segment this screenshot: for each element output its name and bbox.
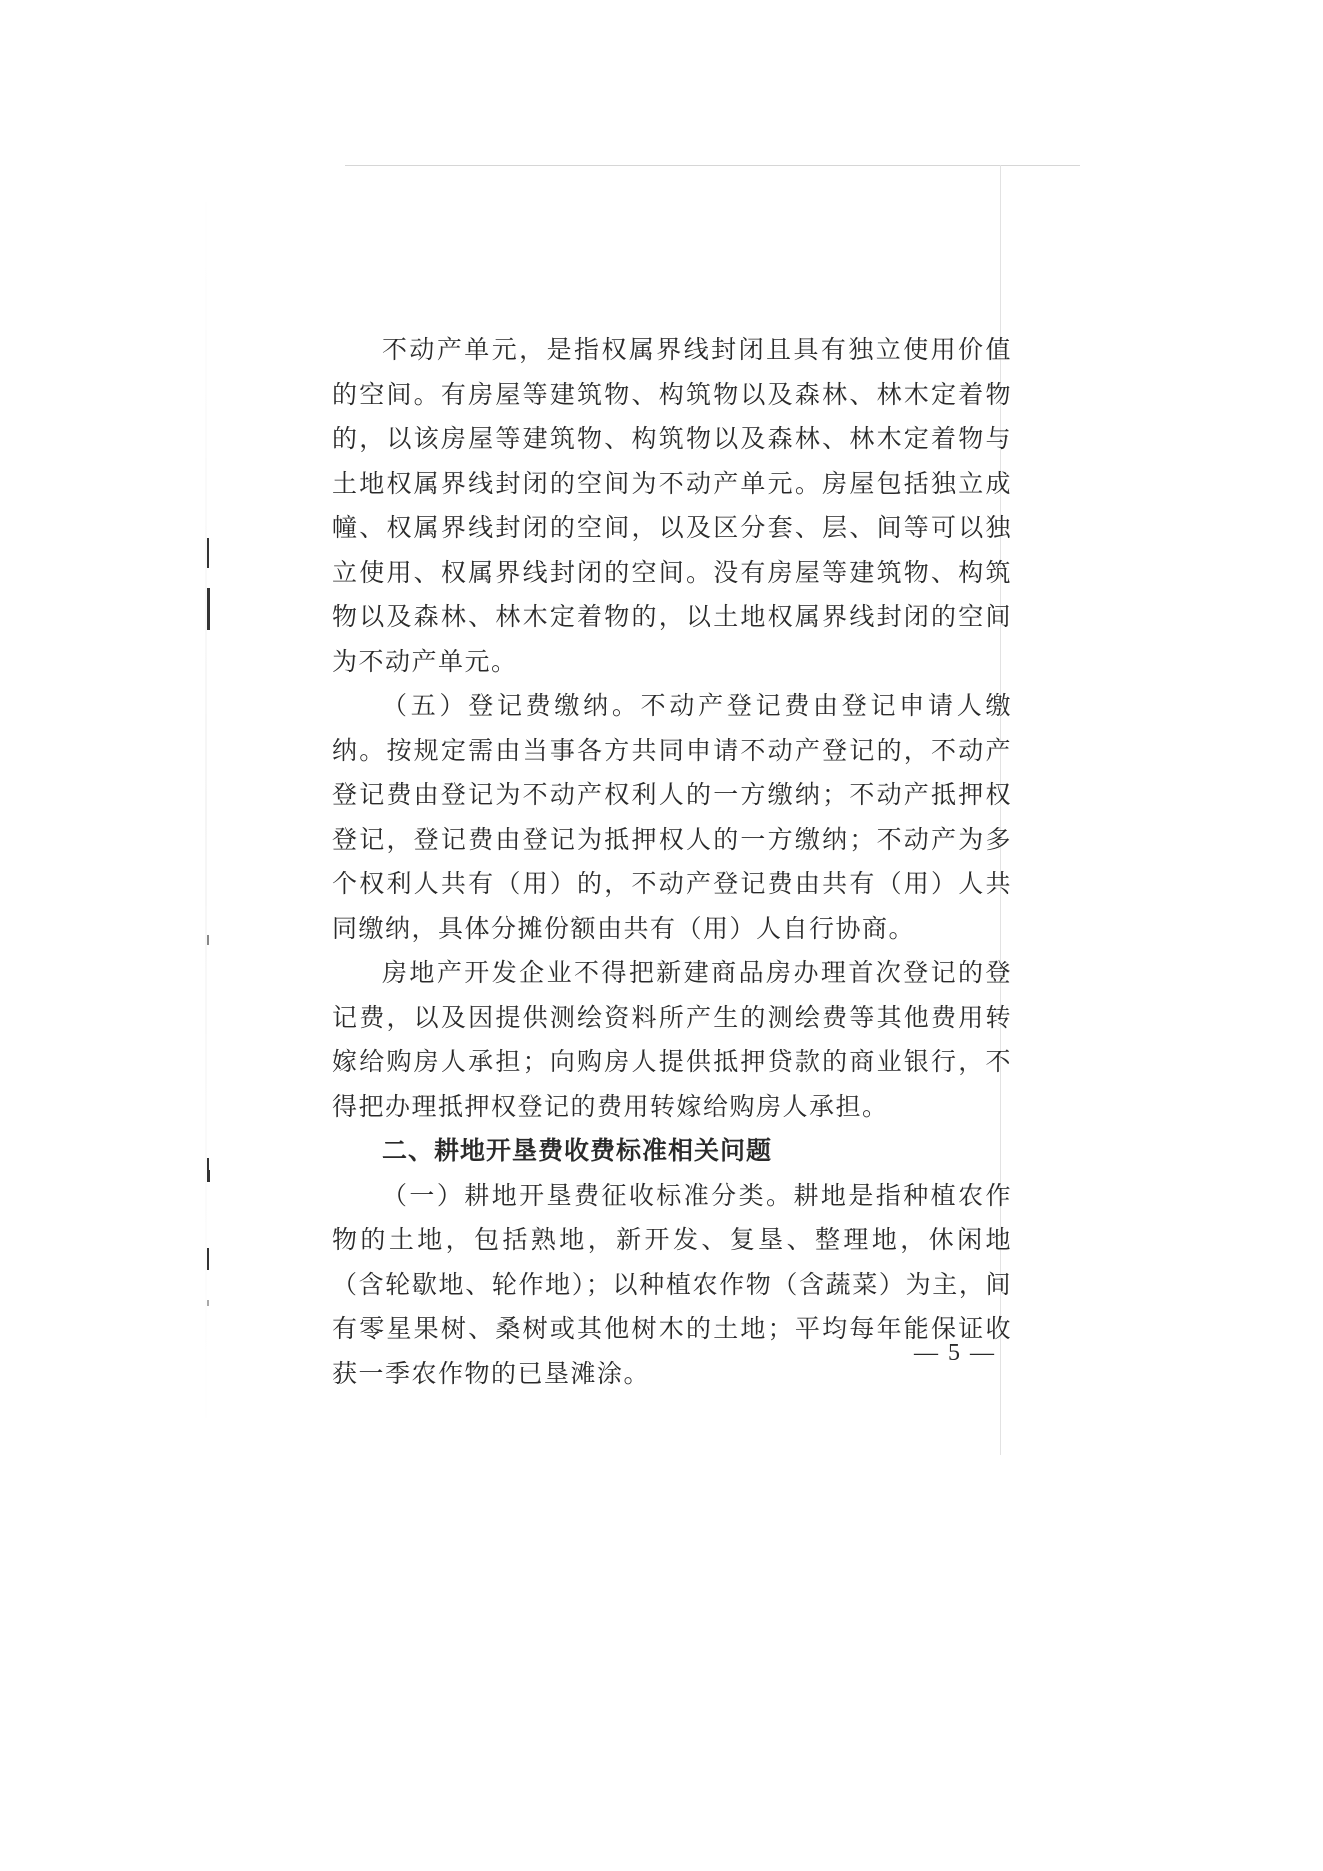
scan-top-edge — [345, 165, 1080, 166]
binding-mark — [207, 538, 209, 568]
binding-mark — [207, 1300, 209, 1306]
section-heading-farmland-fee: 二、耕地开垦费收费标准相关问题 — [382, 1136, 773, 1165]
page-number: — 5 — — [914, 1340, 996, 1366]
binding-mark — [207, 935, 209, 945]
paragraph-farmland-classification: （一）耕地开垦费征收标准分类。耕地是指种植农作物的土地，包括熟地，新开发、复垦、整理地，休闲地（含轮歇地、轮作地）；以种植农作物（含蔬菜）为主，间有零星果树、桑树或其他树木的土地；平均每年能保证收获一季农作物的已垦滩涂。 — [332, 1180, 1012, 1388]
paragraph-developer-restrictions: 房地产开发企业不得把新建商品房办理首次登记的登记费，以及因提供测绘资料所产生的测绘费等其他费用转嫁给购房人承担；向购房人提供抵押贷款的商业银行，不得把办理抵押权登记的费用转嫁给购房人承担。 — [332, 958, 1012, 1121]
binding-mark — [207, 1248, 209, 1270]
binding-mark — [207, 1170, 210, 1182]
paragraph-registration-fee-payment: （五）登记费缴纳。不动产登记费由登记申请人缴纳。按规定需由当事各方共同申请不动产登记的，不动产登记费由登记为不动产权利人的一方缴纳；不动产抵押权登记，登记费由登记为抵押权人的一方缴纳；不动产为多个权利人共有（用）的，不动产登记费由共有（用）人共同缴纳，具体分摊份额由共有（用）人自行协商。 — [332, 691, 1012, 943]
paragraph-real-estate-unit: 不动产单元，是指权属界线封闭且具有独立使用价值的空间。有房屋等建筑物、构筑物以及森林、林木定着物的，以该房屋等建筑物、构筑物以及森林、林木定着物与土地权属界线封闭的空间为不动产单元。房屋包括独立成幢、权属界线封闭的空间，以及区分套、层、间等可以独立使用、权属界线封闭的空间。没有房屋等建筑物、构筑物以及森林、林木定着物的，以土地权属界线封闭的空间为不动产单元。 — [332, 335, 1012, 676]
document-body — [332, 328, 1012, 1396]
binding-mark — [207, 588, 210, 630]
